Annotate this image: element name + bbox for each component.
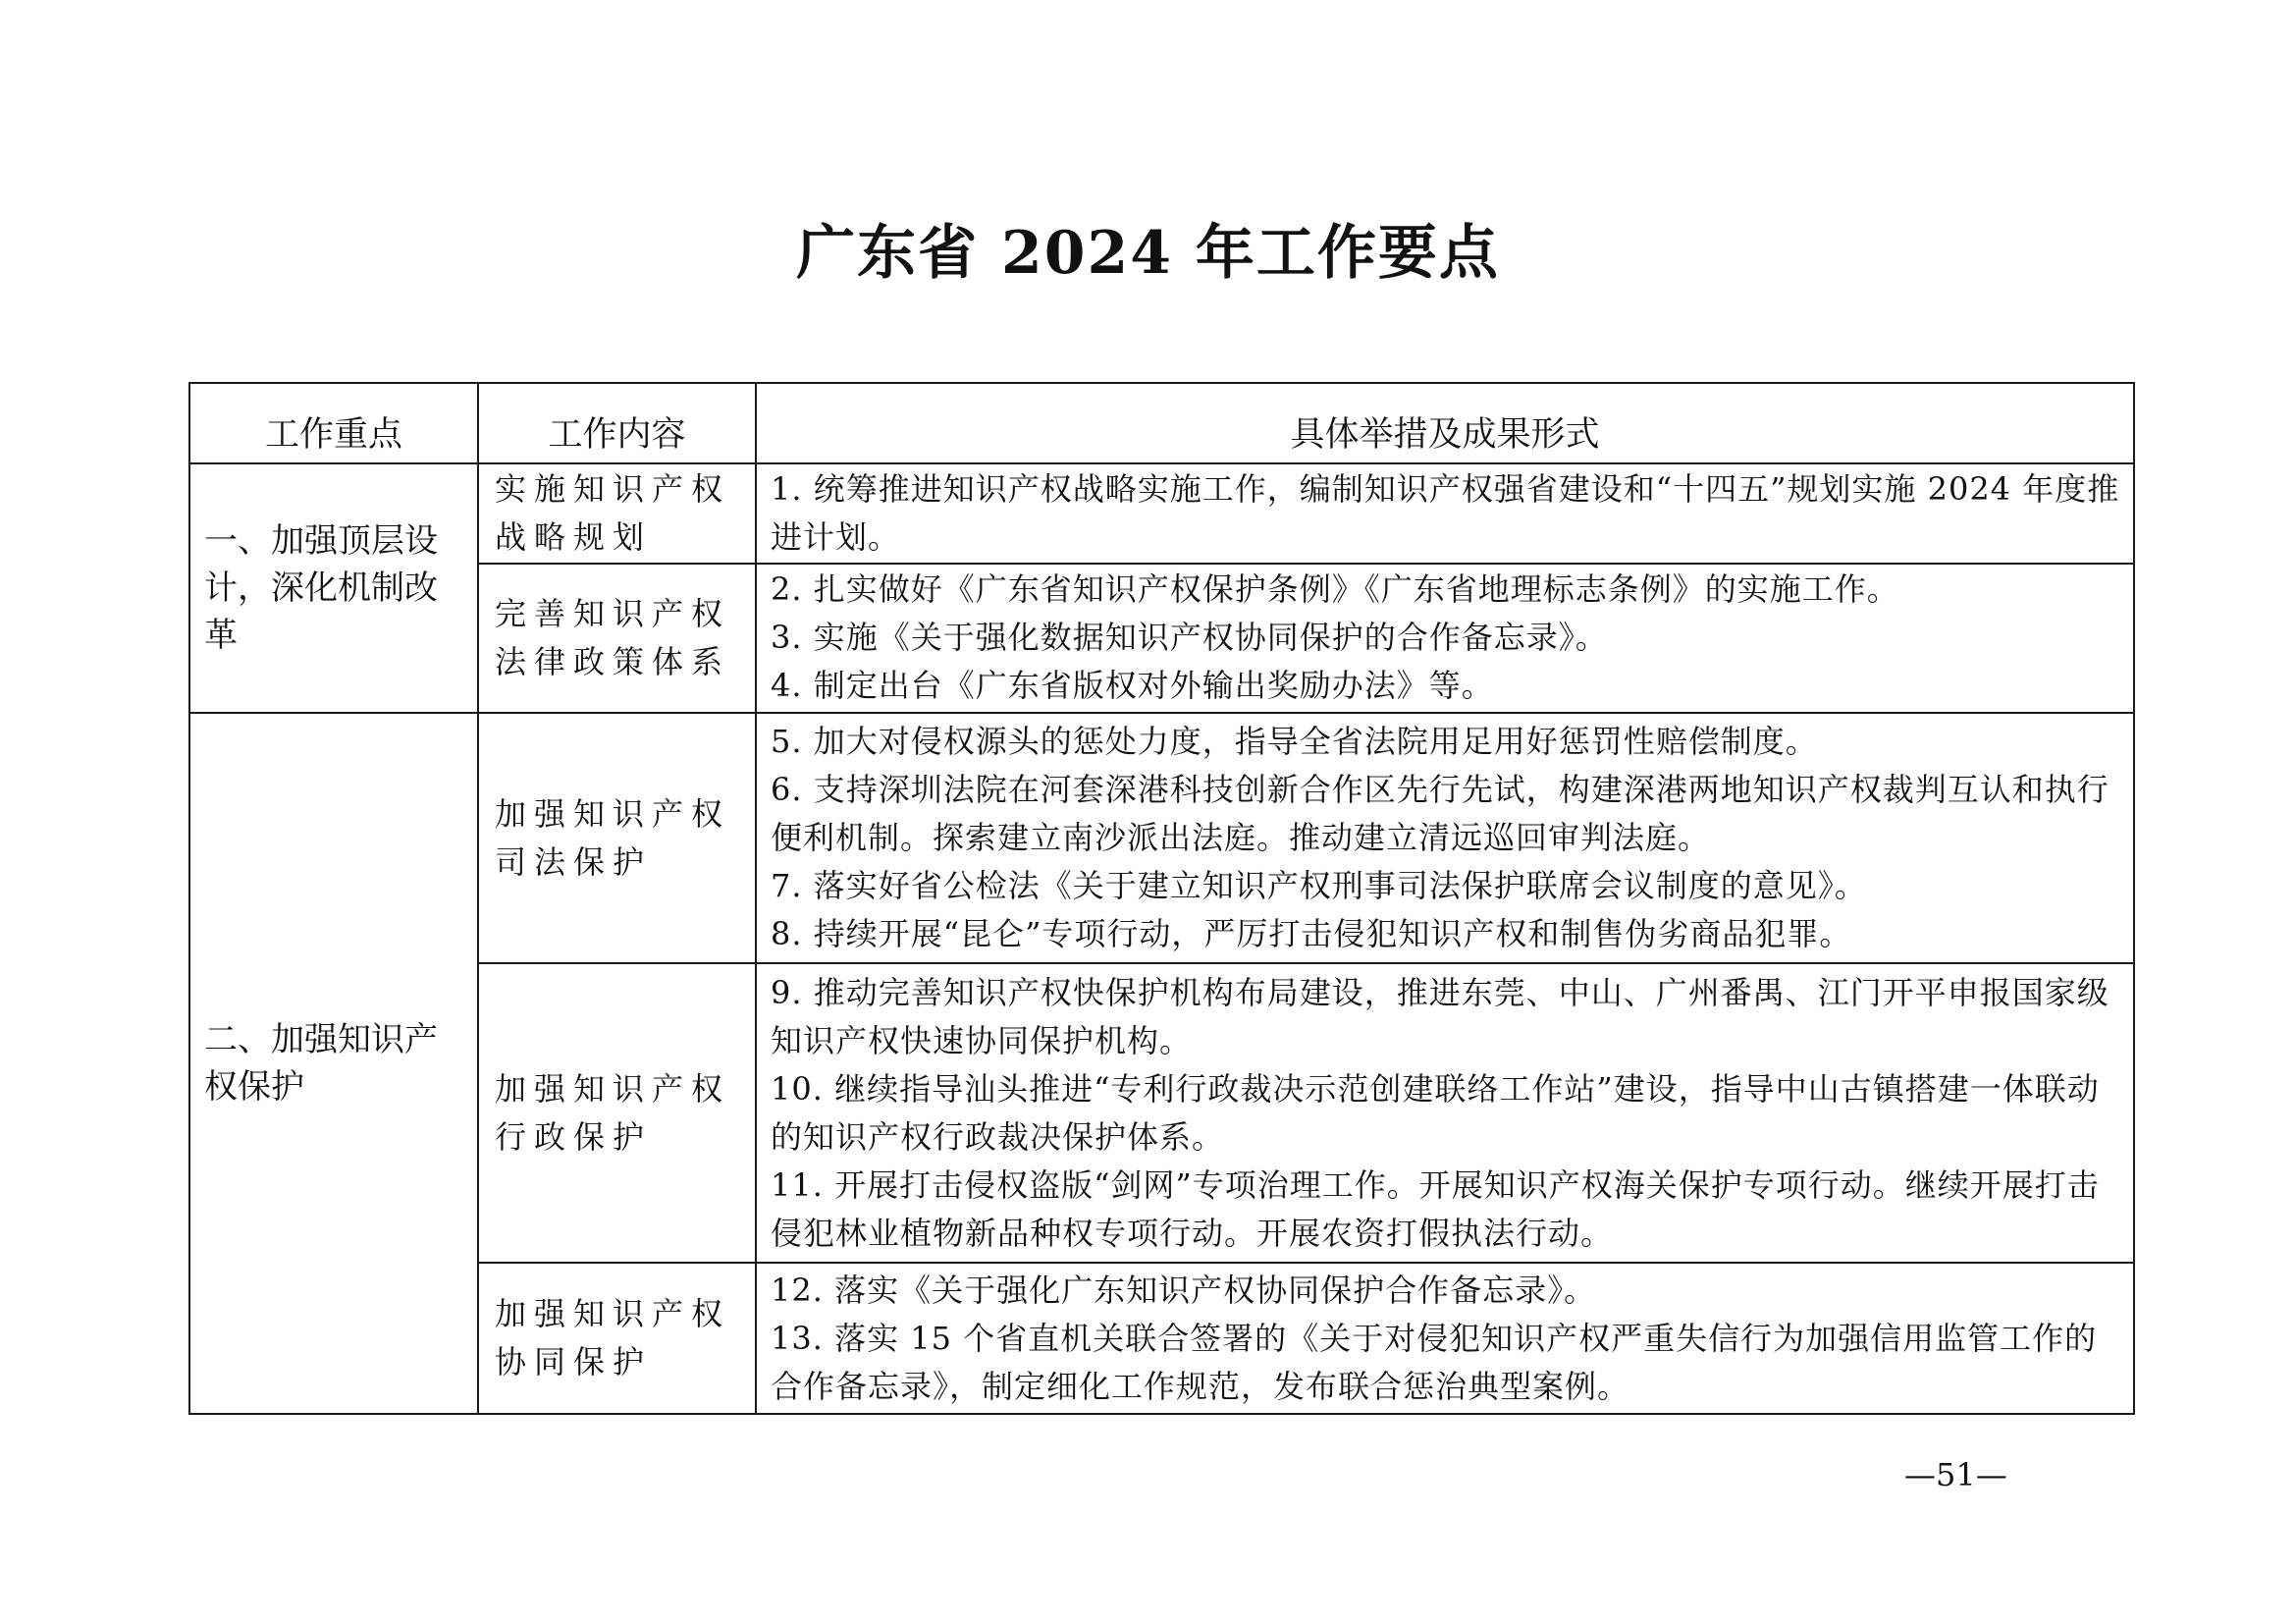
header-focus: 工作重点 (189, 383, 478, 463)
work-content-cell: 实施知识产权战略规划 (478, 463, 756, 564)
measure-item: 2. 扎实做好《广东省知识产权保护条例》《广东省地理标志条例》的实施工作。 (771, 570, 1899, 609)
measures-cell (756, 463, 2134, 564)
work-content-cell: 加强知识产权司法保护 (478, 713, 756, 963)
measure-item: 8. 持续开展“昆仑”专项行动，严厉打击侵犯知识产权和制售伪劣商品犯罪。 (771, 915, 1852, 953)
measure-item: 6. 支持深圳法院在河套深港科技创新合作区先行先试，构建深港两地知识产权裁判互认和执行便利机制。探索建立南沙派出法庭。推动建立清远巡回审判法庭。 (771, 771, 2109, 857)
measures-cell (756, 564, 2134, 713)
work-plan-table (188, 382, 2135, 1415)
measure-item: 9. 推动完善知识产权快保护机构布局建设，推进东莞、中山、广州番禺、江门开平申报国家级知识产权快速协同保护机构。 (771, 973, 2109, 1059)
table-row (189, 713, 2134, 963)
measures-cell (756, 1263, 2134, 1414)
page-title: 广东省 2024 年工作要点 (796, 219, 1500, 288)
page-number: —51— (1904, 1456, 2007, 1493)
table-row (189, 463, 2134, 564)
measure-item: 7. 落实好省公检法《关于建立知识产权刑事司法保护联席会议制度的意见》。 (771, 867, 1867, 905)
measure-item: 4. 制定出台《广东省版权对外输出奖励办法》等。 (771, 667, 1494, 705)
work-content-cell: 加强知识产权行政保护 (478, 963, 756, 1263)
table-row (189, 564, 2134, 713)
measure-item: 10. 继续指导汕头推进“专利行政裁决示范创建联络工作站”建设，指导中山古镇搭建一体联动的知识产权行政裁决保护体系。 (771, 1069, 2100, 1156)
work-content-cell: 完善知识产权法律政策体系 (478, 564, 756, 713)
measures-cell (756, 713, 2134, 963)
table-row (189, 1263, 2134, 1414)
focus-area-cell: 一、加强顶层设计，深化机制改革 (189, 463, 478, 712)
work-content-cell: 加强知识产权协同保护 (478, 1263, 756, 1414)
focus-area-cell: 二、加强知识产权保护 (189, 713, 478, 1414)
measure-item: 1. 统筹推进知识产权战略实施工作，编制知识产权强省建设和“十四五”规划实施 2024 年度推进计划。 (771, 470, 2120, 557)
measure-item: 13. 落实 15 个省直机关联合签署的《关于对侵犯知识产权严重失信行为加强信用监管工作的合作备忘录》，制定细化工作规范，发布联合惩治典型案例。 (771, 1319, 2098, 1405)
header-content: 工作内容 (478, 383, 756, 463)
measure-item: 12. 落实《关于强化广东知识产权协同保护合作备忘录》。 (771, 1271, 1597, 1309)
table-header-row (189, 383, 2134, 463)
header-measures: 具体举措及成果形式 (756, 383, 2134, 463)
table-row (189, 963, 2134, 1263)
measure-item: 11. 开展打击侵权盗版“剑网”专项治理工作。开展知识产权海关保护专项行动。继续开展打击侵犯林业植物新品种权专项行动。开展农资打假执法行动。 (771, 1165, 2100, 1252)
measure-item: 3. 实施《关于强化数据知识产权协同保护的合作备忘录》。 (771, 619, 1608, 657)
measure-item: 5. 加大对侵权源头的惩处力度，指导全省法院用足用好惩罚性赔偿制度。 (771, 723, 1818, 761)
measures-cell (756, 963, 2134, 1263)
